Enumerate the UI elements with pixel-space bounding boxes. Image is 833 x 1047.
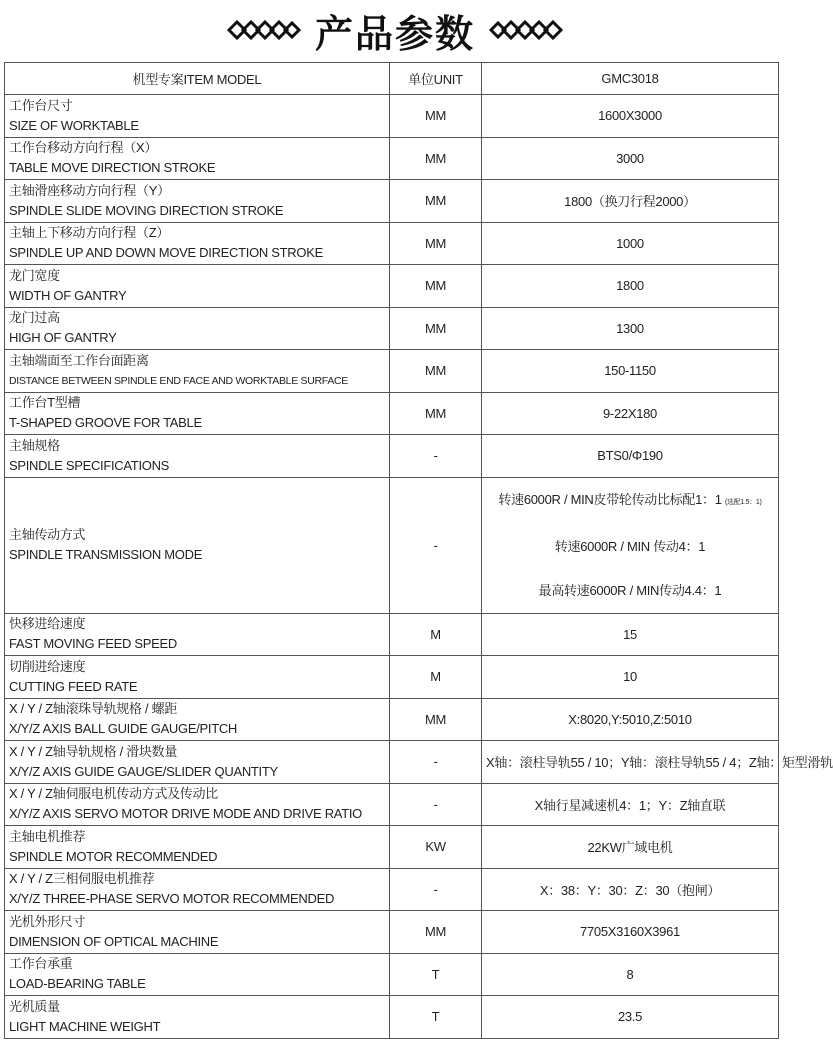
value-cell <box>482 477 779 613</box>
item-cn: 主轴规格 <box>9 437 60 453</box>
item-cell <box>5 741 390 784</box>
value-cell: 23.5 <box>482 996 779 1039</box>
header-unit: 单位UNIT <box>390 63 482 95</box>
item-cn: 工作台尺寸 <box>9 97 73 113</box>
unit-cell: M <box>390 656 482 699</box>
transmission-line-3: 最高转速6000R / MIN传动4.4：1 <box>538 582 722 598</box>
table-row <box>5 698 779 741</box>
table-row <box>5 868 779 911</box>
table-row <box>5 307 779 350</box>
item-cn: 工作台T型槽 <box>9 395 81 411</box>
table-row <box>5 435 779 478</box>
unit-cell: - <box>390 868 482 911</box>
unit-cell: KW <box>390 826 482 869</box>
spec-table <box>4 62 833 1039</box>
table-row <box>5 656 779 699</box>
item-cell <box>5 137 390 180</box>
unit-cell: MM <box>390 137 482 180</box>
value-cell: 3000 <box>482 137 779 180</box>
unit-cell: - <box>390 435 482 478</box>
item-en: TABLE MOVE DIRECTION STROKE <box>9 160 216 176</box>
table-row <box>5 265 779 308</box>
item-cell <box>5 180 390 223</box>
value-cell: 1600X3000 <box>482 95 779 138</box>
item-cell <box>5 953 390 996</box>
item-cell <box>5 783 390 826</box>
table-row <box>5 783 779 826</box>
value-cell: 150-1150 <box>482 350 779 393</box>
unit-cell: MM <box>390 350 482 393</box>
table-row <box>5 350 779 393</box>
table-row <box>5 95 779 138</box>
item-en: SPINDLE SPECIFICATIONS <box>9 457 170 473</box>
item-cn: 主轴上下移动方向行程（Z） <box>9 225 170 241</box>
unit-cell: T <box>390 996 482 1039</box>
table-row <box>5 996 779 1039</box>
unit-cell: MM <box>390 392 482 435</box>
item-cell <box>5 996 390 1039</box>
value-cell: 9-22X180 <box>482 392 779 435</box>
item-en: CUTTING FEED RATE <box>9 678 138 694</box>
unit-cell: - <box>390 783 482 826</box>
item-cn: 主轴传动方式 <box>9 527 86 542</box>
transmission-line-1 <box>486 478 774 525</box>
unit-cell: MM <box>390 222 482 265</box>
item-cell <box>5 222 390 265</box>
item-en: T-SHAPED GROOVE FOR TABLE <box>9 415 202 431</box>
item-cn: X / Y / Z三相伺服电机推荐 <box>9 871 155 887</box>
item-cn: X / Y / Z轴滚珠导轨规格 / 螺距 <box>9 701 178 717</box>
header-model: GMC3018 <box>482 63 779 95</box>
item-cell <box>5 613 390 656</box>
unit-cell: T <box>390 953 482 996</box>
item-en: DIMENSION OF OPTICAL MACHINE <box>9 933 219 949</box>
transmission-line-1-text: 转速6000R / MIN皮带轮传动比标配1：1 <box>498 491 722 507</box>
item-cell <box>5 477 390 613</box>
value-cell: 10 <box>482 656 779 699</box>
item-cn: 快移进给速度 <box>9 616 86 632</box>
item-en: SPINDLE MOTOR RECOMMENDED <box>9 848 218 864</box>
item-cn: 主轴端面至工作台面距离 <box>9 352 149 368</box>
table-row <box>5 953 779 996</box>
item-cn: 龙门过高 <box>9 310 60 326</box>
unit-cell: - <box>390 477 482 613</box>
item-en: X/Y/Z AXIS SERVO MOTOR DRIVE MODE AND DRIVE RATIO <box>9 806 362 822</box>
table-row <box>5 741 779 784</box>
value-cell: 1800（换刀行程2000） <box>482 180 779 223</box>
value-cell: 15 <box>482 613 779 656</box>
table-row <box>5 180 779 223</box>
value-cell: X轴行星减速机4：1；Y：Z轴直联 <box>482 783 779 826</box>
table-row <box>5 137 779 180</box>
item-en: FAST MOVING FEED SPEED <box>9 636 177 652</box>
item-cell <box>5 95 390 138</box>
value-cell: 22KW广域电机 <box>482 826 779 869</box>
item-cn: 主轴电机推荐 <box>9 828 86 844</box>
value-cell: BTS0/Φ190 <box>482 435 779 478</box>
item-en: SIZE OF WORKTABLE <box>9 117 139 133</box>
page-header <box>0 0 790 60</box>
value-cell: 1800 <box>482 265 779 308</box>
item-en: X/Y/Z AXIS GUIDE GAUGE/SLIDER QUANTITY <box>9 763 278 779</box>
transmission-note: (选配1.5：1) <box>724 498 762 506</box>
unit-cell: M <box>390 613 482 656</box>
item-cell <box>5 392 390 435</box>
item-cell <box>5 435 390 478</box>
table-row <box>5 222 779 265</box>
item-en: X/Y/Z THREE-PHASE SERVO MOTOR RECOMMENDED <box>9 891 335 907</box>
header-item: 机型专案ITEM MODEL <box>5 63 390 95</box>
item-en: X/Y/Z AXIS BALL GUIDE GAUGE/PITCH <box>9 721 238 737</box>
unit-cell: MM <box>390 95 482 138</box>
item-cell <box>5 911 390 954</box>
item-cell <box>5 826 390 869</box>
unit-cell: MM <box>390 265 482 308</box>
unit-cell: - <box>390 741 482 784</box>
value-cell: X轴：滚柱导轨55 / 10；Y轴：滚柱导轨55 / 4；Z轴：矩型滑轨 <box>482 741 779 784</box>
item-cn: X / Y / Z轴伺服电机传动方式及传动比 <box>9 786 218 802</box>
item-en: DISTANCE BETWEEN SPINDLE END FACE AND WORKTABLE SURFACE <box>9 374 349 387</box>
table-header-row <box>5 63 779 95</box>
left-ornament-icon <box>227 19 301 41</box>
page-title: 产品参数 <box>314 11 475 56</box>
value-cell: 1300 <box>482 307 779 350</box>
unit-cell: MM <box>390 698 482 741</box>
value-cell: 7705X3160X3961 <box>482 911 779 954</box>
item-cell <box>5 698 390 741</box>
item-en: LIGHT MACHINE WEIGHT <box>9 1018 161 1034</box>
item-cn: 光机质量 <box>9 998 60 1014</box>
item-en: LOAD-BEARING TABLE <box>9 976 146 992</box>
transmission-line-2: 转速6000R / MIN 传动4：1 <box>554 538 706 554</box>
table-row <box>5 826 779 869</box>
item-cn: 光机外形尺寸 <box>9 913 86 929</box>
item-cn: 龙门宽度 <box>9 267 60 283</box>
item-en: SPINDLE UP AND DOWN MOVE DIRECTION STROKE <box>9 245 323 261</box>
value-cell: 1000 <box>482 222 779 265</box>
item-cell <box>5 656 390 699</box>
table-row <box>5 392 779 435</box>
item-cell <box>5 265 390 308</box>
item-en: SPINDLE TRANSMISSION MODE <box>9 547 203 562</box>
item-cn: 切削进给速度 <box>9 658 86 674</box>
item-cn: 工作台承重 <box>9 956 73 972</box>
value-cell: X:8020,Y:5010,Z:5010 <box>482 698 779 741</box>
item-en: SPINDLE SLIDE MOVING DIRECTION STROKE <box>9 202 284 218</box>
unit-cell: MM <box>390 180 482 223</box>
item-cell <box>5 350 390 393</box>
table-row-transmission <box>5 477 779 613</box>
item-en: HIGH OF GANTRY <box>9 330 117 346</box>
unit-cell: MM <box>390 911 482 954</box>
value-cell: X：38：Y：30：Z：30（抱闸） <box>482 868 779 911</box>
item-cell <box>5 868 390 911</box>
table-row <box>5 613 779 656</box>
item-en: WIDTH OF GANTRY <box>9 287 127 303</box>
table-row <box>5 911 779 954</box>
right-ornament-icon <box>489 19 563 41</box>
item-cn: 主轴滑座移动方向行程（Y） <box>9 182 170 198</box>
unit-cell: MM <box>390 307 482 350</box>
item-cell <box>5 307 390 350</box>
value-cell: 8 <box>482 953 779 996</box>
item-cn: X / Y / Z轴导轨规格 / 滑块数量 <box>9 743 178 759</box>
item-cn: 工作台移动方向行程（X） <box>9 140 158 156</box>
